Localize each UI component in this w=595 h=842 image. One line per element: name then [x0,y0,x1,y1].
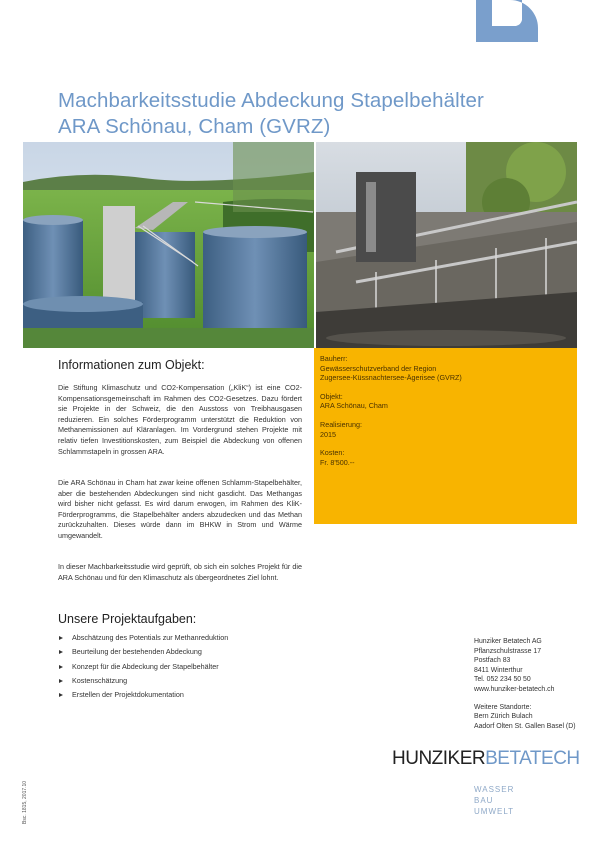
footer-code: Bsc. 1815, 2017.10 [22,780,28,824]
realisierung-value: 2015 [320,429,336,439]
photo-tank-roof [316,142,577,348]
bullet-icon [59,679,63,683]
info-paragraph-2: Die ARA Schönau in Cham hat zwar keine offenen Schlamm-Stapelbehälter, aber die bestehenden Abdeckungen sind nicht gasdicht. Das Methangas wird bisher nicht gefasst. Es wird darum erwogen, im Rahmen des KliK-Förderprogramms, die Stapelbehälter anders abzudecken und das Methan zurückzuhalten. Dieses würde dann im BHKW in Strom und Wärme umgewandelt. [58,478,302,540]
kosten-label: Kosten: [320,448,345,458]
project-facts-box [314,348,577,524]
contact-block [474,637,584,731]
tagline-1: WASSER [474,785,515,794]
list-item: Konzept für die Abdeckung der Stapelbehälter [58,660,318,674]
po-box: Postfach 83 [474,657,511,665]
brand-part-1: HUNZIKER [392,748,486,769]
list-item: Abschätzung des Potentials zur Methanreduktion [58,631,318,645]
photo-storage-tanks [23,142,314,348]
bullet-icon [59,650,63,654]
other-locations-1: Bern Zürich Bulach [474,713,533,721]
objekt-value: ARA Schönau, Cham [320,401,388,411]
bauherr-value-2: Zugersee-Küssnachtersee-Ägerisee (GVRZ) [320,373,462,383]
bauherr-label: Bauherr: [320,354,348,363]
brand-part-2: BETATECH [485,748,580,769]
list-item: Beurteilung der bestehenden Abdeckung [58,645,318,659]
city: 8411 Winterthur [474,666,523,674]
list-item: Erstellen der Projektdokumentation [58,688,318,702]
other-locations-2: Aadorf Olten St. Gallen Basel (D) [474,722,576,730]
phone: Tel. 052 234 50 50 [474,676,531,684]
title-line-1: Machbarkeitsstudie Abdeckung Stapelbehälter [58,89,484,112]
tasks-list [58,631,318,702]
logo-mark-icon [476,0,538,42]
bullet-icon [59,693,63,697]
objekt-label: Objekt: [320,391,343,401]
realisierung-label: Realisierung: [320,419,362,429]
info-paragraph-1: Die Stiftung Klimaschutz und CO2-Kompensation („KliK“) ist eine CO2-Kompensationsgemeinschaft im Rahmen des CO2-Gesetzes. Dazu fördert sie Projekte in der Schweiz, die den Ausstoss von Treibhausgasen reduzieren. Ein solches Förderprogramm unterstützt die Reduktion von Methanemissionen auf Kläranlagen. Im Vordergrund stehen Projekte mit relativ tiefen Investitionskosten, zum Beispiel die Abdeckung von offenen Schlammstapeln in grossen ARA. [58,383,302,456]
website-link[interactable]: www.hunziker-betatech.ch [474,685,555,693]
other-locations-label: Weitere Standorte: [474,703,532,711]
kosten-value: Fr. 8'500.-- [320,457,355,467]
page-title [58,88,558,140]
info-paragraph-3: In dieser Machbarkeitsstudie wird geprüft, ob sich ein solches Projekt für die ARA Schönau und für den Klimaschutz als übergeordnetes Ziel lohnt. [58,562,302,582]
tagline-2: BAU [474,796,494,805]
info-heading: Informationen zum Objekt: [58,358,205,372]
brand-tagline [474,784,514,817]
bauherr-value-1: Gewässerschutzverband der Region [320,363,437,373]
tagline-3: UMWELT [474,807,515,816]
title-line-2: ARA Schönau, Cham (GVRZ) [58,115,331,138]
tasks-heading: Unsere Projektaufgaben: [58,612,197,626]
bullet-icon [59,636,63,640]
list-item: Kostenschätzung [58,674,318,688]
brand-logo [392,748,580,770]
street: Pflanzschulstrasse 17 [474,647,542,655]
company-name: Hunziker Betatech AG [474,638,542,645]
bullet-icon [59,665,63,669]
